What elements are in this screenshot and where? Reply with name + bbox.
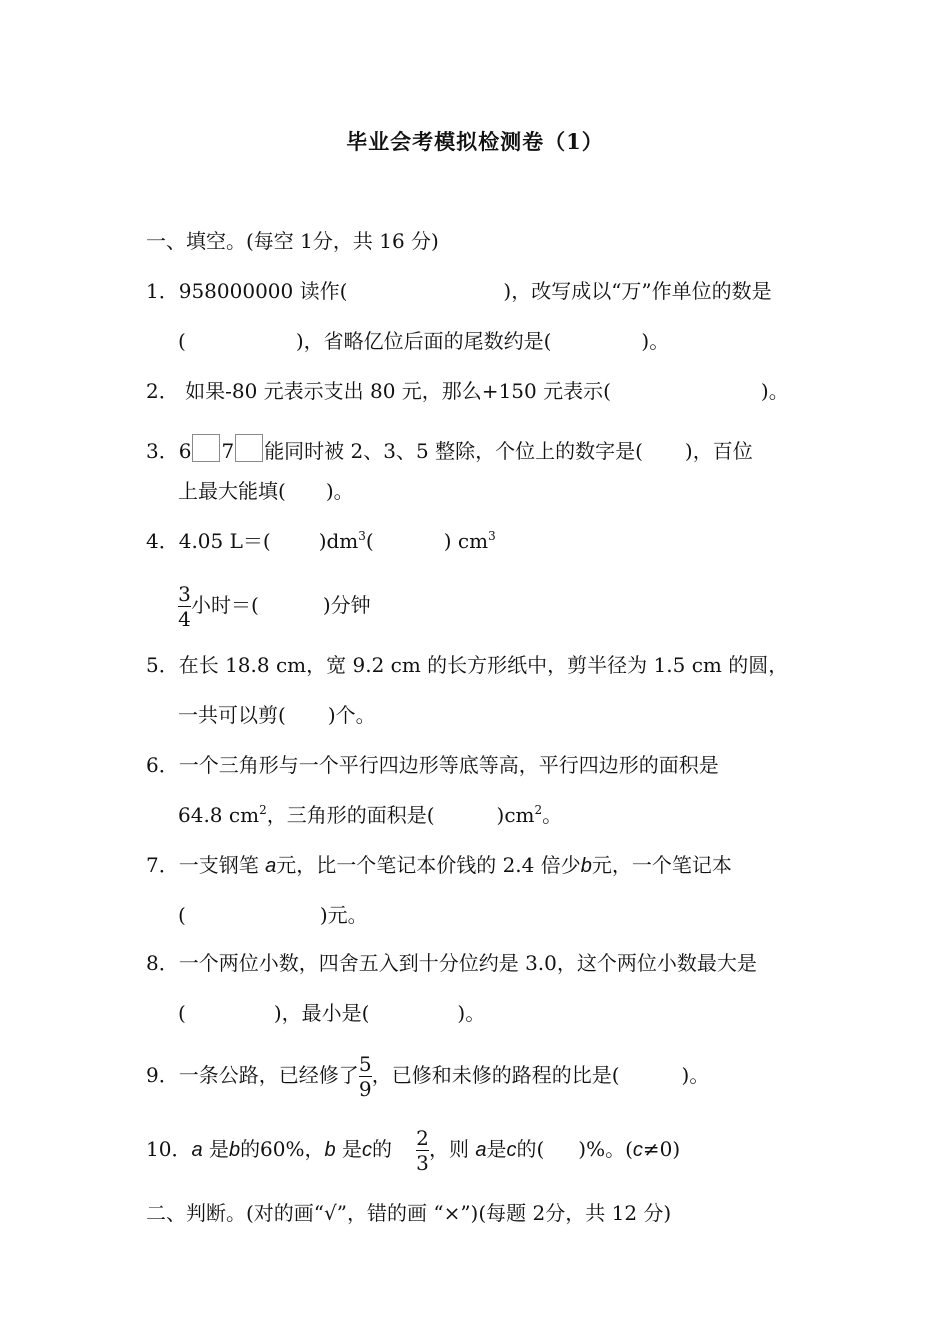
q1-text-c: (: [178, 329, 186, 353]
question-4-line-2: [178, 578, 371, 632]
fraction-denominator: 4: [178, 607, 191, 631]
variable-c: c: [506, 1139, 517, 1161]
q9-text-b: ，已修和未修的路程的比是(: [371, 1063, 620, 1087]
digit-box: [235, 434, 263, 462]
q10-text-g: 是: [486, 1137, 507, 1161]
q3-text-a: 3．6: [146, 439, 192, 463]
variable-a: a: [191, 1139, 203, 1161]
fraction-three-quarters: [178, 582, 191, 631]
fraction-two-thirds: [416, 1126, 429, 1175]
variable-c: c: [362, 1139, 372, 1161]
question-3-line-2: [178, 478, 354, 504]
question-7-line-1: [146, 852, 732, 878]
q2-text-b: )。: [760, 379, 789, 403]
q7-text-d: (: [178, 903, 186, 927]
q4-text-f: )分钟: [322, 593, 371, 617]
fraction-denominator: 9: [358, 1077, 372, 1101]
question-8-line-1: 8．一个两位小数，四舍五入到十分位约是 3.0，这个两位小数最大是: [146, 951, 757, 975]
q4-text-b: )dm: [318, 529, 359, 553]
q7-text-e: )元。: [319, 903, 368, 927]
superscript: 2: [534, 803, 543, 817]
q5-text-c: )个。: [327, 703, 376, 727]
digit-box: [192, 434, 220, 462]
q1-text-b: )，改写成以“万”作单位的数是: [503, 279, 772, 303]
q4-text-a: 4．4.05 L＝(: [146, 529, 271, 553]
question-3-line-1: [146, 434, 753, 463]
q9-text-a: 9．一条公路，已经修了: [146, 1063, 359, 1087]
fraction-five-ninths: [359, 1052, 372, 1101]
q7-text-a: 7．一支钢笔: [146, 853, 266, 877]
question-4-line-1: [146, 528, 496, 554]
question-6-line-2: [178, 802, 562, 828]
page-title: 毕业会考模拟检测卷（1）: [346, 129, 604, 154]
q3-text-d: )，百位: [684, 439, 753, 463]
q6-text-c: ，三角形的面积是(: [266, 803, 435, 827]
q10-text-h: 的(: [516, 1137, 545, 1161]
fraction-numerator: 5: [358, 1052, 372, 1076]
superscript: 2: [259, 803, 267, 817]
q9-text-c: )。: [681, 1063, 710, 1087]
q1-text-d: )，省略亿位后面的尾数约是(: [295, 329, 552, 353]
q3-text-b: 7: [221, 439, 235, 463]
question-2: [146, 378, 789, 404]
q3-text-f: )。: [325, 479, 354, 503]
variable-a: a: [265, 855, 277, 877]
q10-text-j: ≠0): [642, 1137, 681, 1161]
q2-text-a: 2． 如果-80 元表示支出 80 元，那么+150 元表示(: [146, 379, 611, 403]
q7-text-b: 元，比一个笔记本价钱的 2.4 倍少: [276, 853, 581, 877]
q10-text-a: 10．: [146, 1137, 192, 1161]
question-5-line-1: 5．在长 18.8 cm，宽 9.2 cm 的长方形纸中，剪半径为 1.5 cm 的圆，: [146, 653, 789, 677]
q3-text-c: 能同时被 2、3、5 整除，个位上的数字是(: [264, 439, 643, 463]
fraction-denominator: 3: [416, 1151, 429, 1175]
q6-text-e: 。: [542, 803, 563, 827]
question-1-line-1: [146, 278, 772, 304]
section-1-heading: 一、填空。(每空 1分，共 16 分): [146, 229, 439, 253]
q6-text-d: )cm: [496, 803, 535, 827]
q10-text-f: ，则: [429, 1137, 476, 1161]
q8-text-c: )，最小是(: [273, 1001, 370, 1025]
question-9: [146, 1048, 709, 1102]
superscript: 3: [488, 529, 496, 543]
superscript: 3: [358, 529, 366, 543]
q5-text-b: 一共可以剪(: [178, 703, 286, 727]
q1-text-e: )。: [641, 329, 670, 353]
q4-text-d: ) cm: [443, 529, 489, 553]
q10-text-c: 的60%，: [240, 1137, 325, 1161]
variable-a: a: [475, 1139, 487, 1161]
q4-text-c: (: [365, 529, 374, 553]
variable-b: b: [324, 1139, 336, 1161]
q10-text-b: 是: [202, 1137, 229, 1161]
q1-text-a: 1．958000000 读作(: [146, 279, 348, 303]
question-5-line-2: [178, 702, 376, 728]
variable-b: b: [580, 855, 592, 877]
q8-text-d: )。: [457, 1001, 486, 1025]
q6-text-b: 64.8 cm: [178, 803, 260, 827]
section-2-heading: 二、判断。(对的画“√”，错的画 “×”)(每题 2分，共 12 分): [146, 1201, 672, 1225]
question-10: [146, 1122, 680, 1176]
q7-text-c: 元，一个笔记本: [591, 853, 732, 877]
question-8-line-2: [178, 1000, 485, 1026]
fraction-numerator: 3: [178, 582, 191, 606]
question-1-line-2: [178, 328, 669, 354]
q3-text-e: 上最大能填(: [178, 479, 286, 503]
fraction-numerator: 2: [416, 1126, 429, 1150]
variable-c: c: [632, 1139, 643, 1161]
question-6-line-1: 6．一个三角形与一个平行四边形等底等高，平行四边形的面积是: [146, 753, 719, 777]
q10-text-i: )%。(: [578, 1137, 633, 1161]
q10-text-d: 是: [335, 1137, 362, 1161]
question-7-line-2: [178, 902, 368, 928]
variable-b: b: [228, 1139, 241, 1161]
q8-text-b: (: [178, 1001, 186, 1025]
q4-text-e: 小时＝(: [191, 593, 259, 617]
q10-text-e: 的: [372, 1137, 392, 1161]
